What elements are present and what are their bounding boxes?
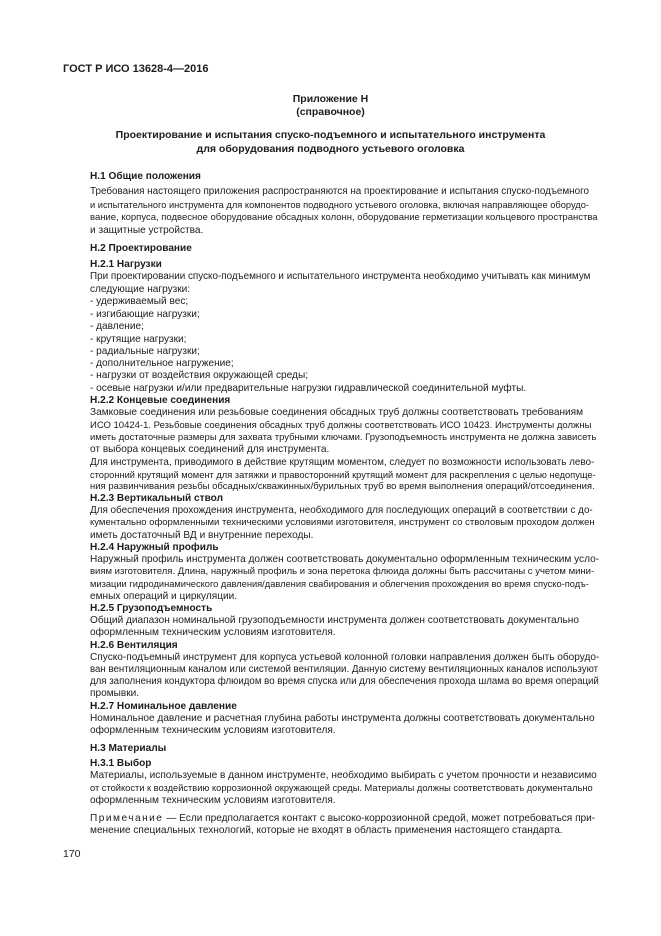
paragraph-line: промывки. bbox=[90, 688, 140, 699]
subsection-heading: Н.2.1 Нагрузки bbox=[90, 259, 162, 270]
list-item: - давление; bbox=[90, 321, 144, 332]
paragraph-line: Наружный профиль инструмента должен соответствовать документально оформленным техническим усло- bbox=[90, 554, 600, 565]
subsection-heading: Н.3.1 Выбор bbox=[90, 758, 152, 769]
section-heading: Н.1 Общие положения bbox=[90, 171, 201, 182]
subsection-heading: Н.2.3 Вертикальный ствол bbox=[90, 493, 223, 504]
paragraph-line: виям изготовителя. Длина, наружный профиль и зона перетока флюида должны быть рассчитаны с учетом мини- bbox=[90, 566, 595, 577]
list-item: - удерживаемый вес; bbox=[90, 296, 189, 307]
paragraph-line: ния развинчивания резьбы обсадных/скважинных/бурильных труб во время выполнения операций/отсоединения. bbox=[90, 481, 595, 492]
paragraph-line: При проектировании спуско-подъемного и испытательного инструмента необходимо учитывать как минимум bbox=[90, 271, 591, 282]
paragraph-line: вание, корпуса, подвесное оборудование обсадных колонн, оборудование герметизации кольцевого пространства bbox=[90, 212, 598, 223]
appendix-heading-line2: для оборудования подводного устьевого оголовка bbox=[196, 143, 465, 155]
paragraph-line: и испытательного инструмента для компонентов подводного устьевого оголовка, включая направляющее оборудо- bbox=[90, 200, 589, 210]
subsection-heading: Н.2.5 Грузоподъемность bbox=[90, 603, 213, 614]
list-item: - дополнительное нагружение; bbox=[90, 358, 234, 369]
paragraph-line: Общий диапазон номинальной грузоподъемности инструмента должен соответствовать документально bbox=[90, 615, 579, 626]
subsection-heading: Н.2.2 Концевые соединения bbox=[90, 395, 231, 406]
paragraph-line: емных операций и циркуляции. bbox=[90, 591, 238, 602]
paragraph-line: следующие нагрузки: bbox=[90, 284, 191, 295]
paragraph-line: сторонний крутящий момент для затяжки и правосторонний крутящий момент для раскрепления с целью недопуще- bbox=[90, 470, 596, 480]
paragraph-line: Для обеспечения прохождения инструмента, необходимого для последующих операций в соответствии с до- bbox=[90, 505, 593, 516]
paragraph-line: от стойкости к воздействию коррозионной окружающей среды. Материалы должны соответствовать документально bbox=[90, 783, 593, 793]
paragraph-line: иметь достаточные размеры для захвата трубными ключами. Грузоподъемность инструмента не должна зависеть bbox=[90, 432, 597, 443]
paragraph-line: оформленным техническим условиям изготовителя. bbox=[90, 795, 336, 806]
list-item: - изгибающие нагрузки; bbox=[90, 309, 200, 320]
standard-code: ГОСТ Р ИСО 13628-4—2016 bbox=[63, 63, 209, 75]
subsection-heading: Н.2.4 Наружный профиль bbox=[90, 542, 219, 553]
list-item: - крутящие нагрузки; bbox=[90, 334, 187, 345]
paragraph-line: для заполнения кондуктора флюидом во время спуска или для обеспечения прохода шлама во время операций bbox=[90, 676, 599, 687]
note-line bbox=[90, 813, 598, 826]
list-item: - радиальные нагрузки; bbox=[90, 346, 200, 357]
paragraph-line: Номинальное давление и расчетная глубина работы инструмента должны соответствовать документально bbox=[90, 713, 595, 724]
appendix-subtitle: (справочное) bbox=[296, 106, 365, 118]
paragraph-line: Требования настоящего приложения распространяются на проектирование и испытания спуско-подъемного bbox=[90, 186, 589, 197]
paragraph-line: от выбора концевых соединений для инструмента. bbox=[90, 444, 330, 455]
section-heading: Н.3 Материалы bbox=[90, 743, 167, 754]
list-item: - осевые нагрузки и/или предварительные нагрузки гидравлической соединительной муфты. bbox=[90, 383, 527, 394]
paragraph-line: оформленным техническим условиям изготовителя. bbox=[90, 725, 336, 736]
paragraph-line: ИСО 10424-1. Резьбовые соединения обсадных труб должны соответствовать ИСО 10423. Инструменты должны bbox=[90, 420, 592, 431]
paragraph-line: Спуско-подъемный инструмент для корпуса устьевой колонной головки направления должен быть оборудо- bbox=[90, 652, 600, 663]
note-text: — Если предполагается контакт с высоко-коррозионной средой, может потребоваться при- bbox=[166, 813, 596, 824]
subsection-heading: Н.2.7 Номинальное давление bbox=[90, 701, 237, 712]
paragraph-line: и защитные устройства. bbox=[90, 225, 204, 236]
page-number: 170 bbox=[63, 848, 81, 860]
section-heading: Н.2 Проектирование bbox=[90, 243, 192, 254]
paragraph-line: мизации гидродинамического давления/давления свабирования и облегчения прохождения во время спуско-подъ- bbox=[90, 579, 589, 589]
paragraph-line: кументально оформленными техническими условиями изготовителя, инструмент со стволовым проходом должен bbox=[90, 517, 595, 528]
paragraph-line: иметь достаточный ВД и внутренние переходы. bbox=[90, 530, 314, 541]
paragraph-line: Для инструмента, приводимого в действие крутящим моментом, следует по возможности использовать лево- bbox=[90, 457, 595, 468]
paragraph-line: Материалы, используемые в данном инструменте, необходимо выбирать с учетом прочности и независимо bbox=[90, 770, 597, 781]
appendix-title: Приложение Н bbox=[292, 93, 369, 105]
note-line: менение специальных технологий, которые не входят в область применения настоящего стандарта. bbox=[90, 825, 563, 836]
paragraph-line: ван вентиляционным каналом или системой вентиляции. Данную систему вентиляционных каналов используют bbox=[90, 664, 599, 675]
paragraph-line: Замковые соединения или резьбовые соединения обсадных труб должны соответствовать требованиям bbox=[90, 407, 584, 418]
appendix-heading-line1: Проектирование и испытания спуско-подъемного и испытательного инструмента bbox=[115, 129, 546, 141]
paragraph-line: оформленным техническим условиям изготовителя. bbox=[90, 627, 336, 638]
note-label: Примечание bbox=[90, 813, 164, 824]
subsection-heading: Н.2.6 Вентиляция bbox=[90, 640, 178, 651]
list-item: - нагрузки от воздействия окружающей среды; bbox=[90, 370, 309, 381]
